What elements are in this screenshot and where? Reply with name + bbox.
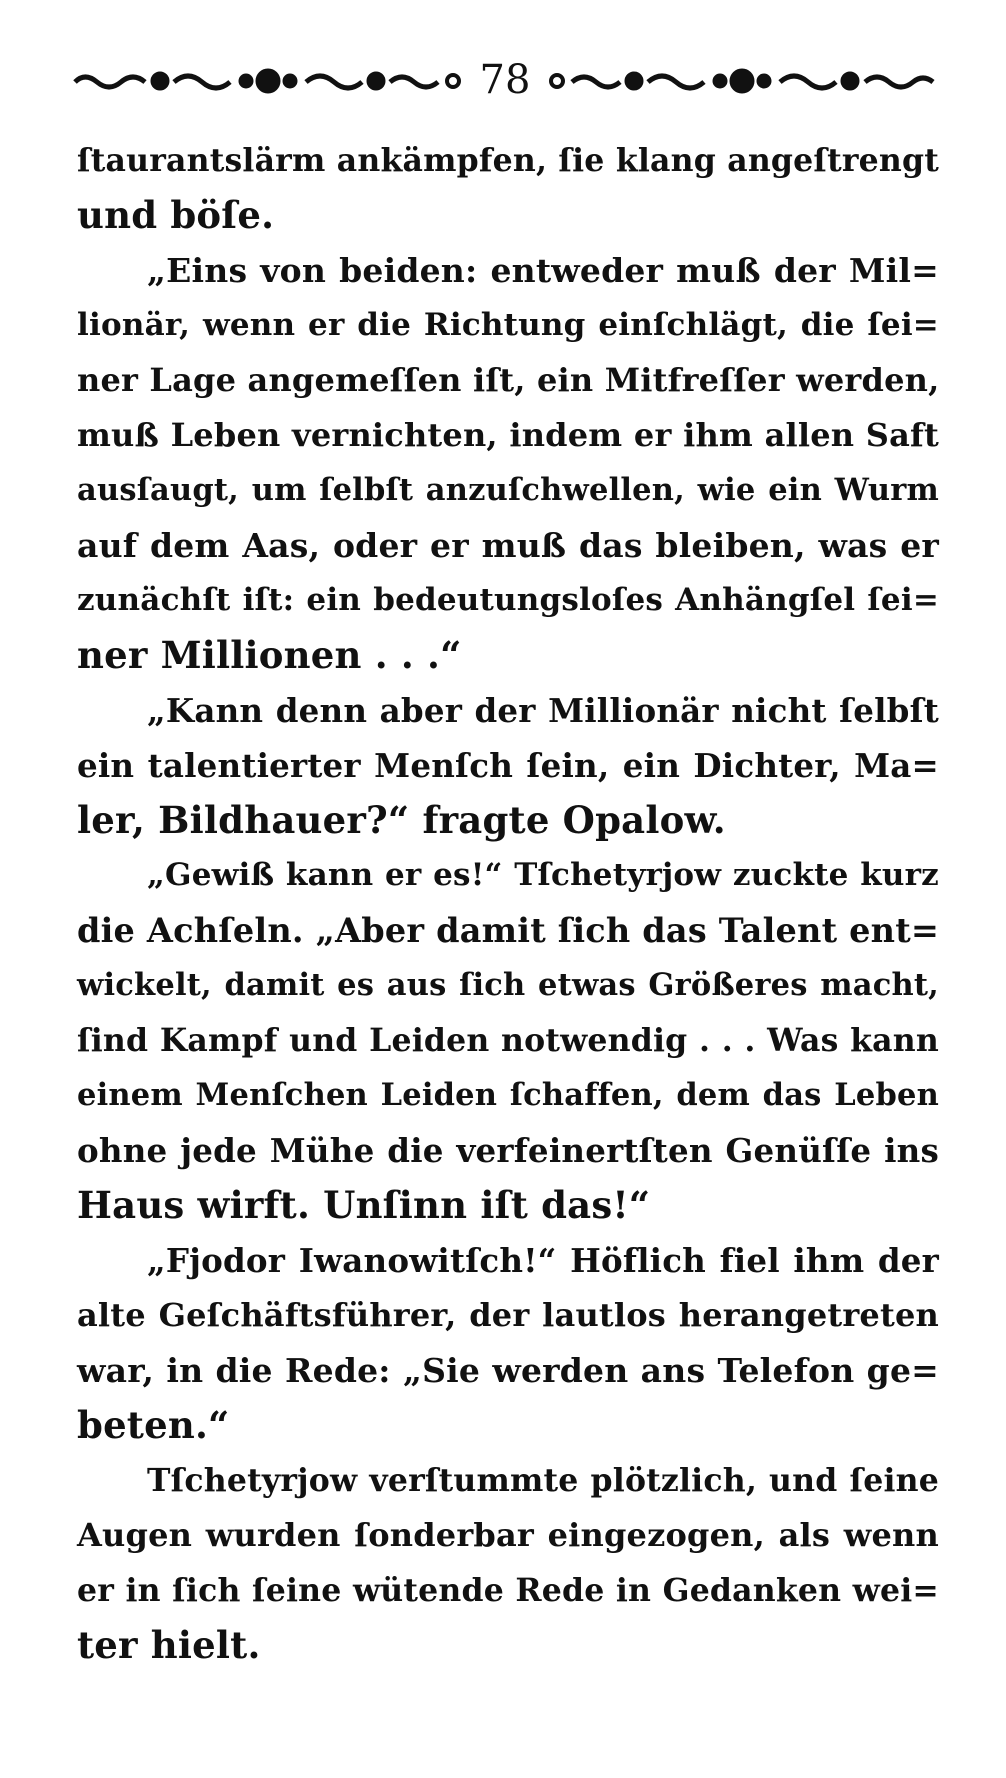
text-line: beten.“ [77, 1403, 230, 1447]
text-line: Haus wirft. Unſinn iſt das!“ [77, 1183, 651, 1227]
text-line: ein talentierter Menſch ſein, ein Dichter, Ma= [77, 746, 939, 785]
text-line: muß Leben vernichten, indem er ihm allen Saft [77, 416, 939, 454]
text-line: ausſaugt, um ſelbſt anzuſchwellen, wie ein Wurm [77, 472, 939, 508]
text-line: wickelt, damit es aus ſich etwas Größeres macht, [77, 967, 939, 1003]
page-header [70, 52, 940, 108]
body-text [77, 133, 939, 1673]
text-line: ner Lage angemeſſen iſt, ein Mitfreſſer werden, [77, 361, 940, 399]
text-line: ter hielt. [77, 1623, 261, 1667]
right-ornament-icon [545, 60, 940, 100]
text-line: ſtaurantslärm ankämpfen, ſie klang angeſtrengt [77, 142, 939, 179]
text-line: Augen wurden ſonderbar eingezogen, als wenn [77, 1516, 939, 1554]
text-line: zunächſt iſt: ein bedeutungsloſes Anhängſel ſei= [77, 582, 939, 618]
text-line: „Fjodor Iwanowitſch!“ Höflich fiel ihm der [147, 1241, 939, 1280]
text-line: ſind Kampf und Leiden notwendig . . . Was kann [77, 1022, 939, 1059]
text-line: war, in die Rede: „Sie werden ans Telefon ge= [77, 1351, 939, 1390]
text-line: Tſchetyrjow verſtummte plötzlich, und ſeine [147, 1462, 939, 1499]
text-line: und böſe. [77, 193, 275, 237]
text-line: auf dem Aas, oder er muß das bleiben, was er [77, 526, 939, 565]
text-line: lionär, wenn er die Richtung einſchlägt, die ſei= [77, 307, 939, 343]
text-line: „Gewiß kann er es!“ Tſchetyrjow zuckte kurz [147, 857, 939, 893]
text-line: einem Menſchen Leiden ſchaffen, dem das Leben [77, 1077, 939, 1113]
text-line: „Eins von beiden: entweder muß der Mil= [147, 251, 939, 290]
text-line: „Kann denn aber der Millionär nicht ſelbſt [147, 691, 939, 730]
text-line: ler, Bildhauer?“ fragte Opalow. [77, 798, 726, 842]
page-number: 78 [479, 57, 531, 103]
left-ornament-icon [70, 60, 465, 100]
text-line: ohne jede Mühe die verfeinertſten Genüſſe ins [77, 1131, 939, 1170]
text-line: er in ſich ſeine wütende Rede in Gedanken wei= [77, 1572, 939, 1609]
text-line: die Achſeln. „Aber damit ſich das Talent ent= [77, 911, 940, 950]
text-line: alte Geſchäftsführer, der lautlos herangetreten [77, 1296, 939, 1334]
text-line: ner Millionen . . .“ [77, 633, 462, 677]
